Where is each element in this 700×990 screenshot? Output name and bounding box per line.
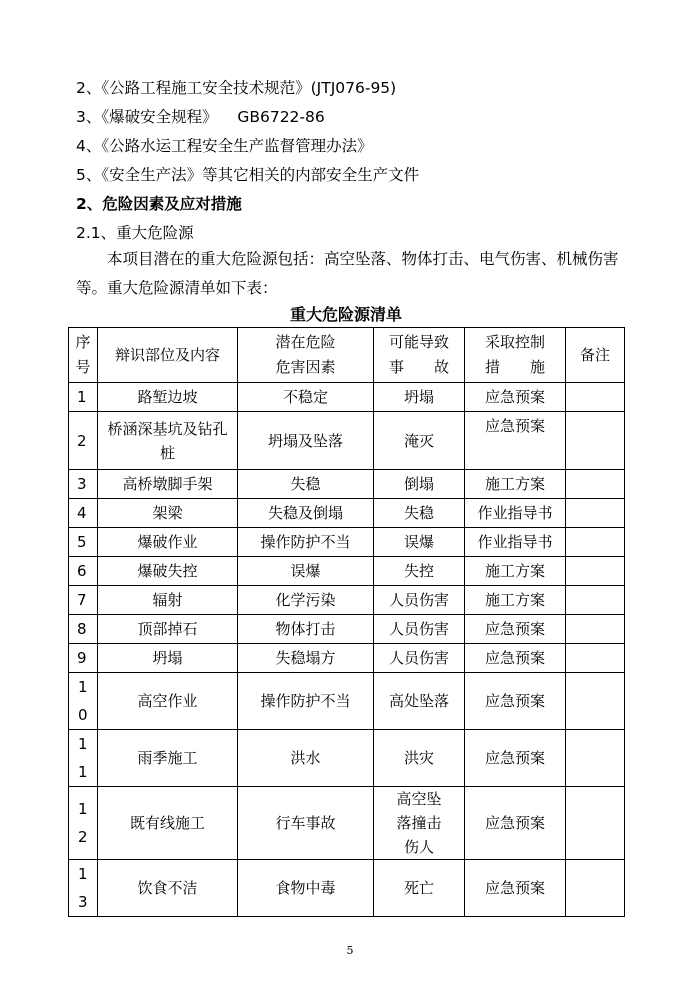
header-location: 辩识部位及内容 xyxy=(98,328,238,383)
cell-no: 2 xyxy=(69,412,98,470)
cell-remark xyxy=(566,412,625,470)
cell-factor: 物体打击 xyxy=(238,615,374,644)
cell-location: 饮食不洁 xyxy=(98,860,238,917)
table-row xyxy=(69,860,625,917)
cell-no: 11 xyxy=(69,730,98,787)
cell-no: 13 xyxy=(69,860,98,917)
cell-factor: 误爆 xyxy=(238,557,374,586)
cell-accident: 死亡 xyxy=(374,860,465,917)
cell-remark xyxy=(566,383,625,412)
subsection-heading: 2.1、重大危险源 xyxy=(76,224,194,242)
cell-location: 既有线施工 xyxy=(98,787,238,860)
table-row xyxy=(69,730,625,787)
cell-location: 顶部掉石 xyxy=(98,615,238,644)
header-no: 序 号 xyxy=(69,328,98,383)
cell-no: 1 xyxy=(69,383,98,412)
cell-control: 作业指导书 xyxy=(465,499,566,528)
cell-factor: 坍塌及坠落 xyxy=(238,412,374,470)
cell-accident: 人员伤害 xyxy=(374,615,465,644)
cell-accident: 坍塌 xyxy=(374,383,465,412)
cell-control: 施工方案 xyxy=(465,557,566,586)
table-row xyxy=(69,557,625,586)
header-accident: 可能导致 事 故 xyxy=(374,328,465,383)
cell-accident: 高处坠落 xyxy=(374,673,465,730)
cell-no: 10 xyxy=(69,673,98,730)
cell-no: 6 xyxy=(69,557,98,586)
table-row xyxy=(69,787,625,860)
table-row xyxy=(69,528,625,557)
cell-control: 施工方案 xyxy=(465,586,566,615)
cell-control: 作业指导书 xyxy=(465,528,566,557)
table-row xyxy=(69,412,625,470)
cell-location: 架梁 xyxy=(98,499,238,528)
cell-factor: 操作防护不当 xyxy=(238,528,374,557)
cell-control: 应急预案 xyxy=(465,787,566,860)
cell-location: 坍塌 xyxy=(98,644,238,673)
table-title: 重大危险源清单 xyxy=(289,305,402,324)
reference-item: 4、《公路水运工程安全生产监督管理办法》 xyxy=(76,137,373,155)
cell-location: 高空作业 xyxy=(98,673,238,730)
cell-no: 8 xyxy=(69,615,98,644)
cell-location: 辐射 xyxy=(98,586,238,615)
cell-control: 应急预案 xyxy=(465,644,566,673)
cell-control: 施工方案 xyxy=(465,470,566,499)
cell-no: 12 xyxy=(69,787,98,860)
cell-location: 路堑边坡 xyxy=(98,383,238,412)
cell-location: 爆破失控 xyxy=(98,557,238,586)
reference-item: 3、《爆破安全规程》 GB6722-86 xyxy=(76,108,325,126)
cell-accident: 淹灭 xyxy=(374,412,465,470)
table-row xyxy=(69,383,625,412)
table-row xyxy=(69,644,625,673)
cell-control: 应急预案 xyxy=(465,615,566,644)
section-heading: 2、危险因素及应对措施 xyxy=(76,195,242,213)
reference-item: 5、《安全生产法》等其它相关的内部安全生产文件 xyxy=(76,166,420,184)
cell-factor: 操作防护不当 xyxy=(238,673,374,730)
cell-remark xyxy=(566,644,625,673)
cell-remark xyxy=(566,673,625,730)
header-control: 采取控制 措 施 xyxy=(465,328,566,383)
table-row xyxy=(69,586,625,615)
table-row xyxy=(69,499,625,528)
cell-accident: 人员伤害 xyxy=(374,644,465,673)
cell-remark xyxy=(566,860,625,917)
cell-location: 爆破作业 xyxy=(98,528,238,557)
cell-remark xyxy=(566,470,625,499)
reference-item: 2、《公路工程施工安全技术规范》(JTJ076-95) xyxy=(76,79,397,97)
cell-control: 应急预案 xyxy=(465,730,566,787)
table-row xyxy=(69,615,625,644)
cell-accident: 洪灾 xyxy=(374,730,465,787)
page-number: 5 xyxy=(346,944,354,957)
table-row xyxy=(69,470,625,499)
cell-factor: 食物中毒 xyxy=(238,860,374,917)
cell-factor: 不稳定 xyxy=(238,383,374,412)
cell-accident: 倒塌 xyxy=(374,470,465,499)
cell-factor: 失稳塌方 xyxy=(238,644,374,673)
table-header-row xyxy=(69,328,625,383)
cell-no: 3 xyxy=(69,470,98,499)
cell-location: 雨季施工 xyxy=(98,730,238,787)
cell-factor: 失稳及倒塌 xyxy=(238,499,374,528)
cell-accident: 失控 xyxy=(374,557,465,586)
cell-accident: 失稳 xyxy=(374,499,465,528)
cell-control: 应急预案 xyxy=(465,412,566,470)
header-remark: 备注 xyxy=(566,328,625,383)
cell-control: 应急预案 xyxy=(465,383,566,412)
cell-location: 高桥墩脚手架 xyxy=(98,470,238,499)
cell-accident: 人员伤害 xyxy=(374,586,465,615)
cell-no: 9 xyxy=(69,644,98,673)
hazard-table xyxy=(68,327,625,917)
cell-remark xyxy=(566,499,625,528)
cell-no: 4 xyxy=(69,499,98,528)
cell-accident: 高空坠落撞击伤人 xyxy=(374,787,465,860)
cell-no: 5 xyxy=(69,528,98,557)
cell-factor: 失稳 xyxy=(238,470,374,499)
cell-factor: 行车事故 xyxy=(238,787,374,860)
cell-remark xyxy=(566,528,625,557)
cell-remark xyxy=(566,557,625,586)
cell-control: 应急预案 xyxy=(465,673,566,730)
cell-control: 应急预案 xyxy=(465,860,566,917)
cell-location: 桥涵深基坑及钻孔桩 xyxy=(98,412,238,470)
cell-no: 7 xyxy=(69,586,98,615)
cell-accident: 误爆 xyxy=(374,528,465,557)
cell-remark xyxy=(566,615,625,644)
header-factor: 潜在危险 危害因素 xyxy=(238,328,374,383)
cell-factor: 洪水 xyxy=(238,730,374,787)
cell-remark xyxy=(566,730,625,787)
intro-paragraph: 本项目潜在的重大危险源包括：高空坠落、物体打击、电气伤害、机械伤害等。重大危险源清单如下表： xyxy=(76,250,619,297)
cell-factor: 化学污染 xyxy=(238,586,374,615)
table-row xyxy=(69,673,625,730)
cell-remark xyxy=(566,586,625,615)
cell-remark xyxy=(566,787,625,860)
